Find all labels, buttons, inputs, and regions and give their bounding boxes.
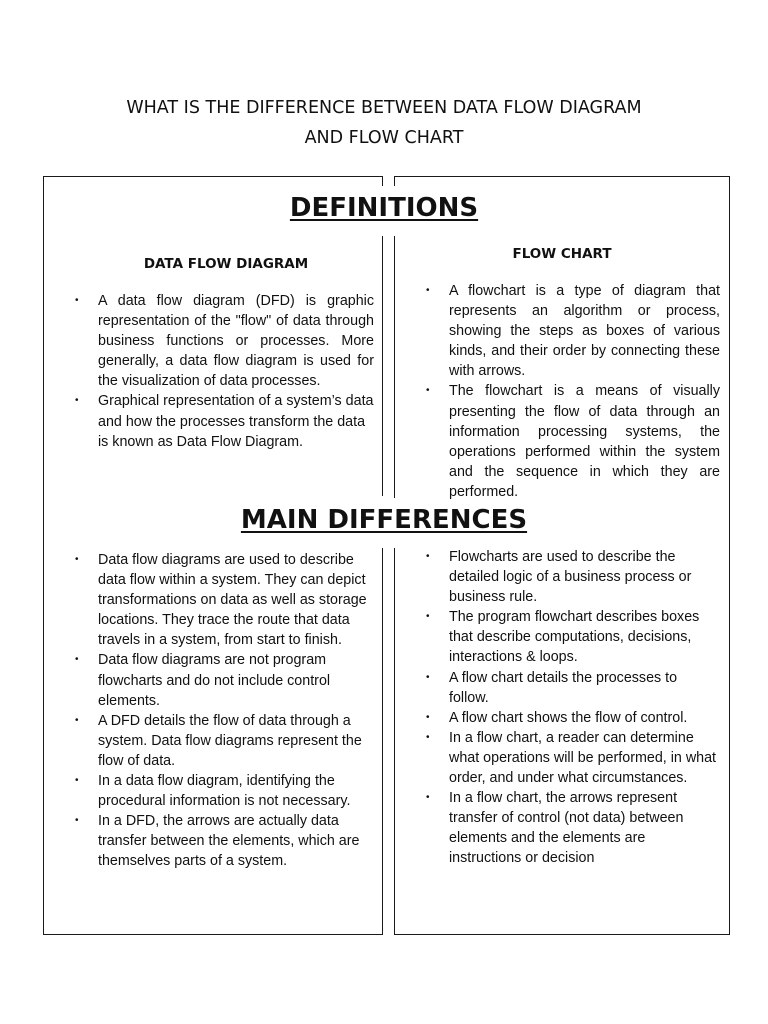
list-item: • In a flow chart, the arrows represent transfer of control (not data) between elements and the elements are instructions or decision: [426, 790, 684, 867]
list-item: • A data flow diagram (DFD) is graphic representation of the "flow" of data through business functions or processes. More generally, a data flow diagram is used for the visualization of data processes.: [75, 293, 374, 390]
list-item: • A flow chart shows the flow of control.: [449, 708, 719, 728]
flowchart-definition-heading: FLOW CHART: [512, 246, 612, 262]
left-box-right-border-bottom: [382, 548, 383, 935]
list-item: • Data flow diagrams are used to describe data flow within a system. They can depict transformations on data as well as storage locations. They trace the route that data travels in a system, from start to finish.: [75, 552, 367, 649]
bullet-icon: •: [75, 554, 79, 565]
list-item: • In a flow chart, a reader can determine what operations will be performed, in what order, and under what circumstances.: [426, 729, 717, 787]
left-box-right-border-mid: [382, 236, 383, 496]
left-box-right-border-top: [382, 176, 383, 186]
page-title: [0, 93, 768, 153]
bullet-icon: •: [75, 815, 79, 827]
bullet-icon: •: [75, 775, 79, 787]
main-differences-heading: MAIN DIFFERENCES: [240, 505, 528, 535]
list-item: • A flow chart details the processes to follow.: [426, 669, 678, 706]
list-item: • Graphical representation of a system’s data and how the processes transform the data is known as Data Flow Diagram.: [75, 393, 374, 450]
right-box-left-border-bottom: [394, 548, 395, 935]
left-box-bottom-border: [43, 934, 383, 935]
bullet-icon: •: [75, 654, 79, 666]
right-box-left-border-mid: [394, 236, 395, 498]
right-box-bottom-border: [394, 934, 730, 935]
page-title-line-2: AND FLOW CHART: [304, 128, 464, 148]
list-item: • In a data flow diagram, identifying the procedural information is not necessary.: [75, 773, 351, 810]
bullet-icon: •: [426, 285, 430, 296]
bullet-icon: •: [426, 731, 430, 743]
list-item: • The flowchart is a means of visually presenting the flow of data through an information processing systems, the operations performed within the system and the sequence in which they are performed.: [426, 383, 720, 500]
right-box-right-border: [729, 176, 730, 935]
bullet-icon: •: [426, 711, 430, 723]
list-item: • The program flowchart describes boxes that describe computations, decisions, interactions & loops.: [426, 609, 700, 666]
bullet-icon: •: [75, 714, 79, 726]
left-box-left-border: [43, 176, 44, 935]
bullet-icon: •: [426, 551, 430, 562]
left-box-top-border: [43, 176, 383, 177]
bullet-icon: •: [426, 671, 430, 683]
dfd-differences-list: [75, 550, 376, 872]
flowchart-definition-list: [426, 281, 720, 502]
list-item: • Flowcharts are used to describe the detailed logic of a business process or business rule.: [426, 549, 692, 606]
page-title-line-1: WHAT IS THE DIFFERENCE BETWEEN DATA FLOW DIAGRAM: [126, 98, 642, 118]
dfd-definition-heading: DATA FLOW DIAGRAM: [143, 256, 309, 272]
right-box-top-border: [394, 176, 730, 177]
dfd-definition-list: [75, 291, 374, 452]
right-box-left-border-top: [394, 176, 395, 186]
bullet-icon: •: [75, 295, 79, 306]
list-item: • In a DFD, the arrows are actually data transfer between the elements, which are themselves parts of a system.: [75, 813, 360, 870]
list-item: • Data flow diagrams are not program flowcharts and do not include control elements.: [75, 652, 331, 709]
list-item: • A DFD details the flow of data through a system. Data flow diagrams represent the flow of data.: [75, 712, 362, 769]
bullet-icon: •: [426, 792, 430, 804]
definitions-heading: DEFINITIONS: [289, 193, 479, 223]
list-item: • A flowchart is a type of diagram that represents an algorithm or process, showing the steps as boxes of various kinds, and their order by connecting these with arrows.: [426, 283, 720, 380]
flowchart-differences-list: [426, 547, 719, 869]
bullet-icon: •: [426, 611, 430, 623]
bullet-icon: •: [75, 395, 79, 407]
bullet-icon: •: [426, 385, 430, 397]
